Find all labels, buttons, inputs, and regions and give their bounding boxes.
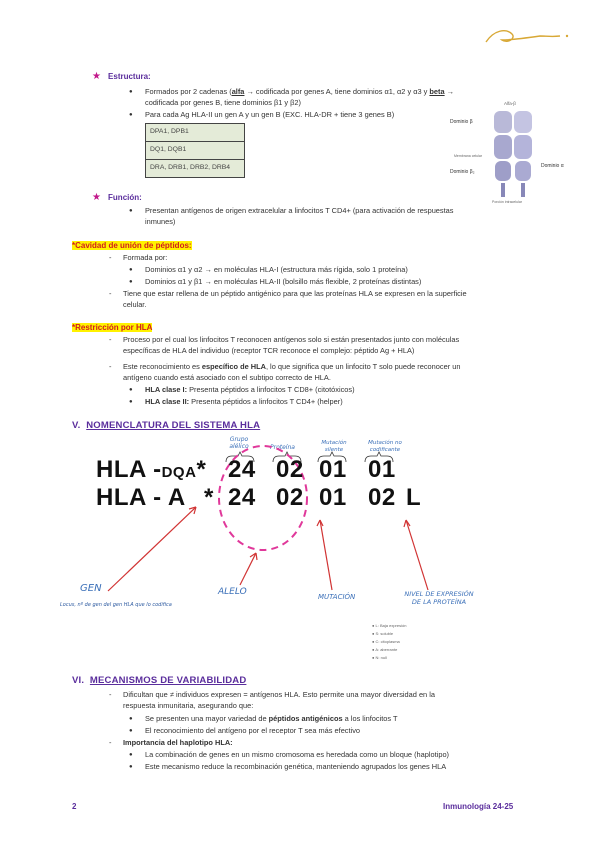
section-vi-heading: VI. MECANISMOS DE VARIABILIDAD	[72, 675, 247, 686]
legend-item: ● C: citoplasma	[372, 639, 400, 644]
expression-legend	[372, 622, 522, 662]
hw-mutacion: MUTACIÓN	[318, 593, 356, 601]
course-title: Inmunología 24-25	[443, 802, 514, 811]
svg-text:Dominio β₂: Dominio β₂	[450, 169, 475, 175]
hw-gen-note: Locus, nº de gen del gen HLA que lo codifica	[60, 602, 172, 608]
hw-mutacion-no-codificante: Mutación no codificante	[368, 440, 402, 453]
star-icon: ★	[92, 192, 101, 203]
legend-item: ● A: aberrante	[372, 647, 398, 652]
svg-text:Dominio β: Dominio β	[450, 119, 473, 125]
estructura-bullet-2: Para cada Ag HLA-II un gen A y un gen B (EXC. HLA-DR + tiene 3 genes B)	[145, 110, 395, 119]
variabilidad-bullet-1: Se presenten una mayor variedad de péptidos antigénicos a los linfocitos T	[145, 714, 398, 723]
gene-cell: DQ1, DQB1	[146, 142, 245, 160]
svg-text:Dominio α: Dominio α	[541, 163, 564, 169]
gene-cell: DPA1, DPB1	[146, 124, 245, 142]
restriccion-bullet-1: HLA clase I: Presenta péptidos a linfocitos T CD8+ (citotóxicos)	[145, 385, 355, 394]
restriccion-dash-2: Este reconocimiento es específico de HLA, lo que significa que un linfocito T solo puede reconocer un antígeno cuando está asociado con el subtipo correcto de HLA.	[123, 362, 461, 382]
legend-item: ● L: Baja expresión	[372, 623, 407, 628]
restriccion-dash-1: Proceso por el cual los linfocitos T reconocen antígenos solo si están presentados junto con moléculas específicas de HLA del individuo (receptor TCR reconoce el complejo: péptido Ag + HLA)	[123, 335, 460, 355]
hw-mutacion-silente: Mutación silente	[321, 440, 347, 453]
funcion-heading: ★ Función:	[92, 192, 142, 203]
cavidad-bullet-2: Dominios α1 y β1 → en moléculas HLA-II (bolsillo más flexible, 2 proteínas distintas)	[145, 277, 422, 286]
variabilidad-bullet-2: El reconocimiento del antígeno por el receptor T sea más efectivo	[145, 726, 360, 735]
variabilidad-bullet-3: La combinación de genes en un mismo cromosoma es heredada como un bloque (haplotipo)	[145, 750, 450, 759]
hw-alelo: ALELO	[218, 587, 247, 597]
variabilidad-bullet-4: Este mecanismo reduce la recombinación genética, manteniendo agrupados los genes HLA	[145, 762, 447, 771]
cavidad-bullet-1: Dominios α1 y α2 → en moléculas HLA-I (estructura más rígida, solo 1 proteína)	[145, 265, 408, 274]
legend-item: ● S: soluble	[372, 631, 394, 636]
restriccion-heading: *Restricción por HLA	[72, 323, 153, 332]
hw-proteina: Proteína	[270, 444, 295, 451]
page-number: 2	[72, 802, 77, 811]
svg-text:Porción intracelular: Porción intracelular	[492, 200, 522, 204]
hw-gen: GEN	[80, 583, 102, 594]
estructura-heading: ★ Estructura:	[92, 71, 151, 82]
svg-text:Alfa-β: Alfa-β	[504, 101, 516, 106]
gene-cell: DRA, DRB1, DRB2, DRB4	[146, 160, 245, 178]
estructura-bullet-1: Formados por 2 cadenas (alfa → codificada por genes A, tiene dominios α1, α2 y α3 y beta → codificada por genes B, tiene dominios β1 y β2)	[145, 87, 455, 107]
section-v-heading: V. NOMENCLATURA DEL SISTEMA HLA	[72, 420, 261, 431]
hla-row-2: HLA - A * 24 02 01 02 L	[96, 484, 422, 511]
star-icon: ★	[92, 71, 101, 82]
variabilidad-dash-2: Importancia del haplotipo HLA:	[123, 738, 233, 747]
hw-nivel-expresion: NIVEL DE EXPRESIÓN DE LA PROTEÍNA	[404, 590, 474, 606]
funcion-bullet: Presentan antígenos de origen extracelular a linfocitos T CD4+ (para activación de respuestas inmunes)	[145, 206, 454, 226]
restriccion-bullet-2: HLA clase II: Presenta péptidos a linfocitos T CD4+ (helper)	[145, 397, 343, 406]
svg-text:Membrana celular: Membrana celular	[454, 154, 483, 158]
variabilidad-dash-1: Dificultan que ≠ individuos expresen = antígenos HLA. Esto permite una mayor diversidad en la respuesta inmunitaria, asegurando que:	[123, 690, 435, 710]
cavidad-heading: *Cavidad de unión de péptidos:	[72, 241, 192, 250]
cavidad-dash-2: Tiene que estar rellena de un péptido antigénico para que las proteínas HLA se expresen en la superficie celular.	[123, 289, 467, 309]
legend-item: ● N: null	[372, 655, 387, 660]
hla-row-1: HLA -DQA* 24 02 01 01	[96, 456, 396, 483]
cavidad-dash-1: Formada por:	[123, 253, 168, 262]
hw-grupo-alelico: Grupo alélico	[229, 436, 249, 450]
